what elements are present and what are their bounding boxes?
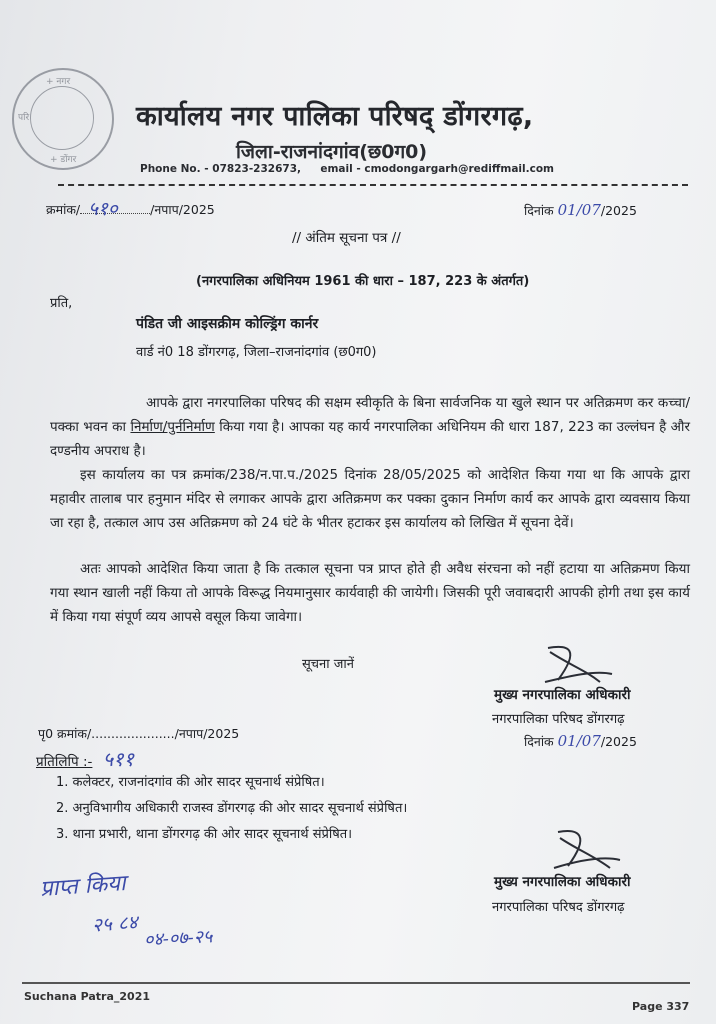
email-address: email - cmodongargarh@rediffmail.com [320,163,554,175]
copy-date-year: /2025 [600,734,637,749]
header-divider [58,184,688,186]
date-year: /2025 [600,203,637,218]
signatory-title-2: मुख्य नगरपालिका अधिकारी [494,874,631,890]
official-seal [12,68,114,170]
reference-label: क्रमांक/ [46,202,81,217]
signature-mark-1 [540,640,620,690]
date-handwritten: 01/07 [557,201,601,219]
copy-item-3: 3. थाना प्रभारी, थाना डोंगरगढ़ की ओर सादर सूचनार्थ संप्रेषित। [56,827,353,842]
closing-note: सूचना जानें [302,657,354,672]
seal-text-bottom: + डोंगर [50,155,77,165]
para1-text-b: किया गया है। आपका यह कार्य नगरपालिका अधिनियम की धारा 187, 223 का उल्लंघन है और दण्डनीय अपराध है। [50,419,690,459]
body-paragraph-3: अतः आपको आदेशित किया जाता है कि तत्काल सूचना पत्र प्राप्त होते ही अवैध संरचना को नहीं हटाया या अतिक्रमण किया गया स्थान खाली नहीं किया तो आपके विरूद्ध नियमानुसार कार्यवाही की जायेगी। जिसकी पूरी जवाबदारी आपकी होगी तथा इस कार्य में किया गया संपूर्ण व्यय आपसे वसूल किया जावेगा। [50,561,690,625]
copy-item-2: 2. अनुविभागीय अधिकारी राजस्व डोंगरगढ़ की ओर सादर सूचनार्थ संप्रेषित। [56,801,408,816]
district-line: जिला-राजनांदगांव(छ0ग0) [236,141,428,163]
copy-ref-prefix: पृ0 क्रमांक/ [38,726,92,741]
footer-doc-name: Suchana Patra_2021 [24,990,151,1003]
notice-title: // अंतिम सूचना पत्र // [292,230,401,246]
copy-date-label: दिनांक [524,734,554,749]
para1-underlined-text: निर्माण/पुर्ननिर्माण [130,419,215,435]
seal-text-left: परि [18,113,30,123]
signatory-title-1: मुख्य नगरपालिका अधिकारी [494,687,631,703]
copy-ref-suffix: /नपाप/2025 [174,726,240,741]
handwritten-note-line-2: २५ ८४ [91,911,139,937]
footer-divider [22,982,690,984]
copy-handwritten-number: ५११ [102,747,134,771]
signature-mark-2 [548,826,628,876]
body-paragraph-1 [50,391,690,463]
copy-date [524,732,637,750]
recipient-name: पंडित जी आइसक्रीम कोल्ड्रिंग कार्नर [136,316,319,332]
reference-number [46,198,215,220]
copy-ref-blank: ..................... [91,726,175,741]
signatory-org-2: नगरपालिका परिषद डोंगरगढ़ [492,900,625,915]
copy-label: प्रतिलिपि :- [36,754,93,770]
copy-date-handwritten: 01/07 [557,732,601,750]
reference-suffix: /नपाप/2025 [150,202,215,217]
date-label: दिनांक [524,203,554,218]
signatory-org-1: नगरपालिका परिषद डोंगरगढ़ [492,712,625,727]
recipient-prefix: प्रति, [50,296,73,311]
act-reference: (नगरपालिका अधिनियम 1961 की धारा – 187, 223 के अंतर्गत) [196,274,530,289]
footer-page-number: Page 337 [632,1000,690,1013]
reference-date [524,201,637,219]
seal-inner-ring [30,86,94,150]
phone-number: Phone No. - 07823-232673, [140,163,302,175]
handwritten-received-note: प्राप्त किया [39,871,127,902]
contact-line [140,163,554,175]
office-title: कार्यालय नगर पालिका परिषद् डोंगरगढ़, [136,101,534,132]
recipient-address: वार्ड नं0 18 डोंगरगढ़, जिला–राजनांदगांव (छ0ग0) [136,345,377,360]
reference-handwritten-number: ५१० [88,198,118,220]
seal-text-top: + नगर [46,77,71,87]
handwritten-note-date: ०४-०७-२५ [143,926,213,951]
copy-label-row [36,745,134,772]
body-paragraph-2: इस कार्यालय का पत्र क्रमांक/238/न.पा.प./2025 दिनांक 28/05/2025 को आदेशित किया गया था कि आपके द्वारा महावीर तालाब पार हनुमान मंदिर से लगाकर आपके द्वारा अतिक्रमण कर पक्का दुकान निर्माण कार्य कर आपके द्वारा व्यवसाय किया जा रहा है, तत्काल आप उस अतिक्रमण को 24 घंटे के भीतर हटाकर इस कार्यालय को लिखित में सूचना देवें। [50,467,690,531]
copy-reference [38,725,239,742]
para1-text-a: आपके द्वारा नगरपालिका परिषद की सक्षम स्वीकृति के बिना सार्वजनिक या खुले स्थान पर अतिक्रमण कर कच्चा/पक्का भवन का [50,395,690,435]
copy-item-1: 1. कलेक्टर, राजनांदगांव की ओर सादर सूचनार्थ संप्रेषित। [56,775,325,790]
